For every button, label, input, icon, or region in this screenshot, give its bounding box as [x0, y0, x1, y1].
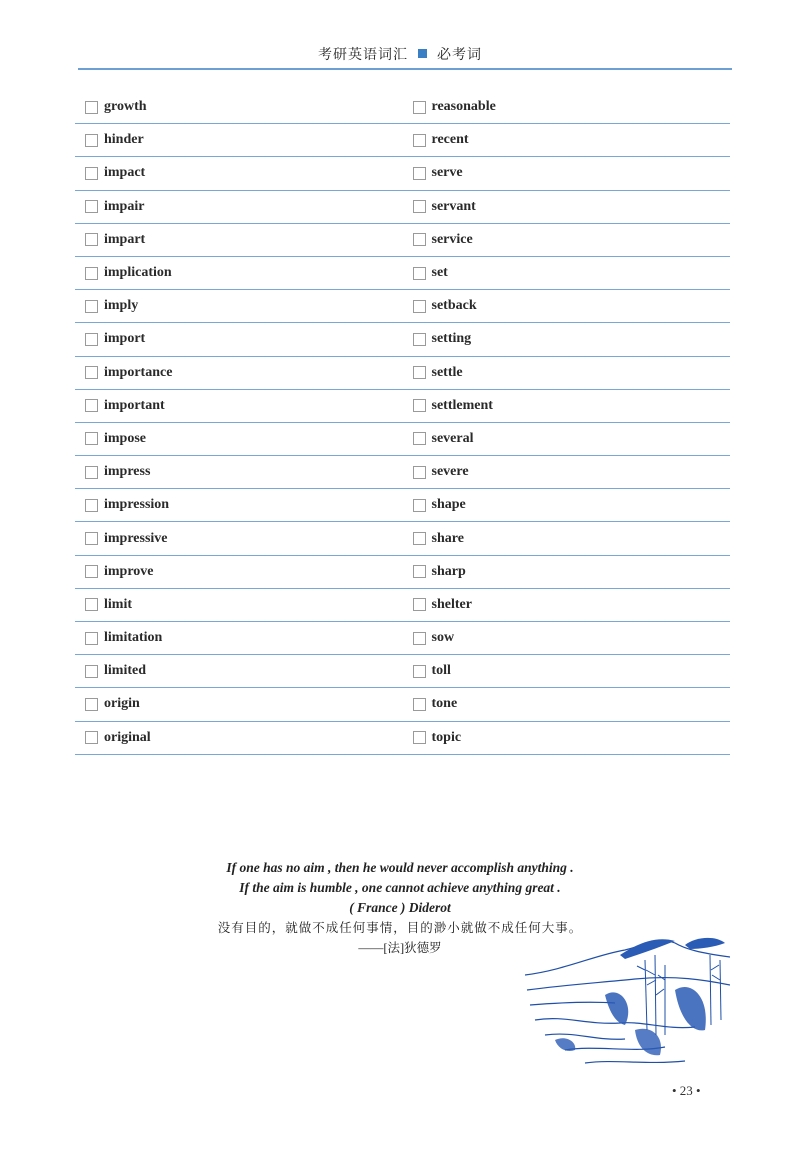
checkbox-icon[interactable]	[85, 499, 98, 512]
vocab-word: setting	[431, 331, 472, 347]
checkbox-icon[interactable]	[85, 698, 98, 711]
vocab-word: reasonable	[431, 99, 496, 115]
checkbox-icon[interactable]	[413, 598, 426, 611]
vocab-word: impose	[104, 430, 146, 446]
checkbox-icon[interactable]	[413, 466, 426, 479]
vocab-word: origin	[104, 696, 140, 712]
vocab-word: severe	[431, 464, 469, 480]
vocab-word: impression	[104, 497, 170, 513]
word-row	[75, 456, 730, 489]
word-row	[75, 556, 730, 589]
word-entry	[75, 688, 403, 720]
word-entry	[403, 124, 731, 156]
word-row	[75, 655, 730, 688]
word-entry	[75, 522, 403, 554]
word-entry	[75, 157, 403, 189]
checkbox-icon[interactable]	[413, 532, 426, 545]
checkbox-icon[interactable]	[85, 366, 98, 379]
checkbox-icon[interactable]	[413, 565, 426, 578]
word-row	[75, 390, 730, 423]
checkbox-icon[interactable]	[85, 632, 98, 645]
word-entry	[75, 357, 403, 389]
word-row	[75, 224, 730, 257]
word-row	[75, 688, 730, 721]
word-entry	[403, 191, 731, 223]
checkbox-icon[interactable]	[413, 432, 426, 445]
checkbox-icon[interactable]	[85, 399, 98, 412]
checkbox-icon[interactable]	[413, 731, 426, 744]
word-entry	[403, 589, 731, 621]
word-entry	[75, 423, 403, 455]
word-entry	[75, 589, 403, 621]
vocab-word: original	[104, 729, 151, 745]
checkbox-icon[interactable]	[85, 233, 98, 246]
word-entry	[403, 622, 731, 654]
vocab-word: topic	[431, 729, 462, 745]
vocab-word: recent	[431, 132, 469, 148]
square-bullet-icon	[418, 49, 427, 58]
word-entry	[403, 357, 731, 389]
word-row	[75, 489, 730, 522]
vocab-word: impressive	[104, 530, 168, 546]
vocab-word: shape	[431, 497, 466, 513]
word-entry	[75, 124, 403, 156]
checkbox-icon[interactable]	[85, 466, 98, 479]
quote-author: ——[法]狄德罗	[358, 941, 442, 955]
checkbox-icon[interactable]	[413, 300, 426, 313]
vocab-word: serve	[431, 165, 463, 181]
vocab-word: limit	[104, 596, 132, 612]
word-entry	[75, 655, 403, 687]
word-row	[75, 522, 730, 555]
vocab-word: toll	[431, 663, 451, 679]
vocab-word: growth	[104, 99, 147, 115]
checkbox-icon[interactable]	[85, 200, 98, 213]
word-row	[75, 91, 730, 124]
header-subtitle: 必考词	[437, 47, 482, 63]
checkbox-icon[interactable]	[413, 499, 426, 512]
vocab-word: limitation	[104, 630, 163, 646]
word-entry	[403, 390, 731, 422]
vocab-word: impress	[104, 464, 151, 480]
vocab-word: impart	[104, 231, 146, 247]
vocab-word: imply	[104, 298, 139, 314]
checkbox-icon[interactable]	[413, 233, 426, 246]
checkbox-icon[interactable]	[85, 565, 98, 578]
vocab-word: impact	[104, 165, 146, 181]
vocab-word: setback	[431, 298, 477, 314]
vocab-word: implication	[104, 265, 172, 281]
word-entry	[403, 655, 731, 687]
word-row	[75, 323, 730, 356]
checkbox-icon[interactable]	[85, 432, 98, 445]
checkbox-icon[interactable]	[413, 167, 426, 180]
vocab-word: tone	[431, 696, 458, 712]
word-entry	[403, 722, 731, 754]
word-entry	[75, 622, 403, 654]
word-row	[75, 124, 730, 157]
checkbox-icon[interactable]	[85, 598, 98, 611]
landscape-illustration	[525, 935, 730, 1070]
quote-source: ( France ) Diderot	[349, 900, 451, 915]
checkbox-icon[interactable]	[413, 267, 426, 280]
checkbox-icon[interactable]	[413, 333, 426, 346]
word-entry	[75, 456, 403, 488]
word-entry	[75, 390, 403, 422]
vocab-word: servant	[431, 198, 476, 214]
checkbox-icon[interactable]	[413, 665, 426, 678]
word-entry	[75, 489, 403, 521]
checkbox-icon[interactable]	[413, 399, 426, 412]
word-entry	[75, 191, 403, 223]
vocab-word: limited	[104, 663, 146, 679]
word-entry	[403, 290, 731, 322]
checkbox-icon[interactable]	[413, 698, 426, 711]
word-row	[75, 722, 730, 755]
vocab-word: settlement	[431, 397, 493, 413]
word-entry	[75, 722, 403, 754]
word-entry	[75, 91, 403, 123]
vocab-word: sow	[431, 630, 455, 646]
running-header	[0, 44, 800, 64]
checkbox-icon[interactable]	[85, 665, 98, 678]
word-row	[75, 191, 730, 224]
checkbox-icon[interactable]	[85, 532, 98, 545]
vocab-word: importance	[104, 364, 173, 380]
vocab-word: several	[431, 430, 474, 446]
vocab-word: sharp	[431, 563, 466, 579]
word-row	[75, 157, 730, 190]
word-entry	[75, 556, 403, 588]
word-entry	[403, 522, 731, 554]
checkbox-icon[interactable]	[85, 101, 98, 114]
word-row	[75, 357, 730, 390]
quote-line-1: If one has no aim , then he would never accomplish anything .	[226, 860, 574, 875]
word-entry	[75, 224, 403, 256]
page-number: • 23 •	[672, 1083, 701, 1098]
quote-chinese: 没有目的，就做不成任何事情，目的渺小就做不成任何大事。	[217, 921, 583, 935]
word-entry	[75, 323, 403, 355]
word-entry	[403, 91, 731, 123]
vocab-word: impair	[104, 198, 145, 214]
checkbox-icon[interactable]	[413, 632, 426, 645]
checkbox-icon[interactable]	[85, 333, 98, 346]
checkbox-icon[interactable]	[413, 101, 426, 114]
word-entry	[75, 290, 403, 322]
vocab-word: improve	[104, 563, 154, 579]
word-entry	[403, 688, 731, 720]
vocab-word: settle	[431, 364, 463, 380]
checkbox-icon[interactable]	[85, 300, 98, 313]
word-entry	[403, 257, 731, 289]
checkbox-icon[interactable]	[413, 366, 426, 379]
word-entry	[403, 323, 731, 355]
quote-line-2: If the aim is humble , one cannot achieve anything great .	[239, 880, 561, 895]
checkbox-icon[interactable]	[413, 200, 426, 213]
word-entry	[403, 456, 731, 488]
header-rule	[78, 68, 732, 70]
word-row	[75, 622, 730, 655]
word-list	[75, 91, 730, 755]
word-entry	[403, 157, 731, 189]
vocab-word: set	[431, 265, 448, 281]
word-entry	[403, 224, 731, 256]
vocab-word: share	[431, 530, 464, 546]
word-entry	[403, 556, 731, 588]
vocab-word: hinder	[104, 132, 144, 148]
vocab-word: import	[104, 331, 146, 347]
checkbox-icon[interactable]	[85, 267, 98, 280]
checkbox-icon[interactable]	[85, 167, 98, 180]
vocab-word: service	[431, 231, 473, 247]
header-title: 考研英语词汇	[318, 47, 408, 63]
word-row	[75, 423, 730, 456]
word-entry	[403, 423, 731, 455]
checkbox-icon[interactable]	[85, 134, 98, 147]
vocab-word: important	[104, 397, 165, 413]
word-entry	[75, 257, 403, 289]
checkbox-icon[interactable]	[413, 134, 426, 147]
word-row	[75, 257, 730, 290]
word-row	[75, 290, 730, 323]
word-row	[75, 589, 730, 622]
vocab-word: shelter	[431, 596, 472, 612]
word-entry	[403, 489, 731, 521]
checkbox-icon[interactable]	[85, 731, 98, 744]
